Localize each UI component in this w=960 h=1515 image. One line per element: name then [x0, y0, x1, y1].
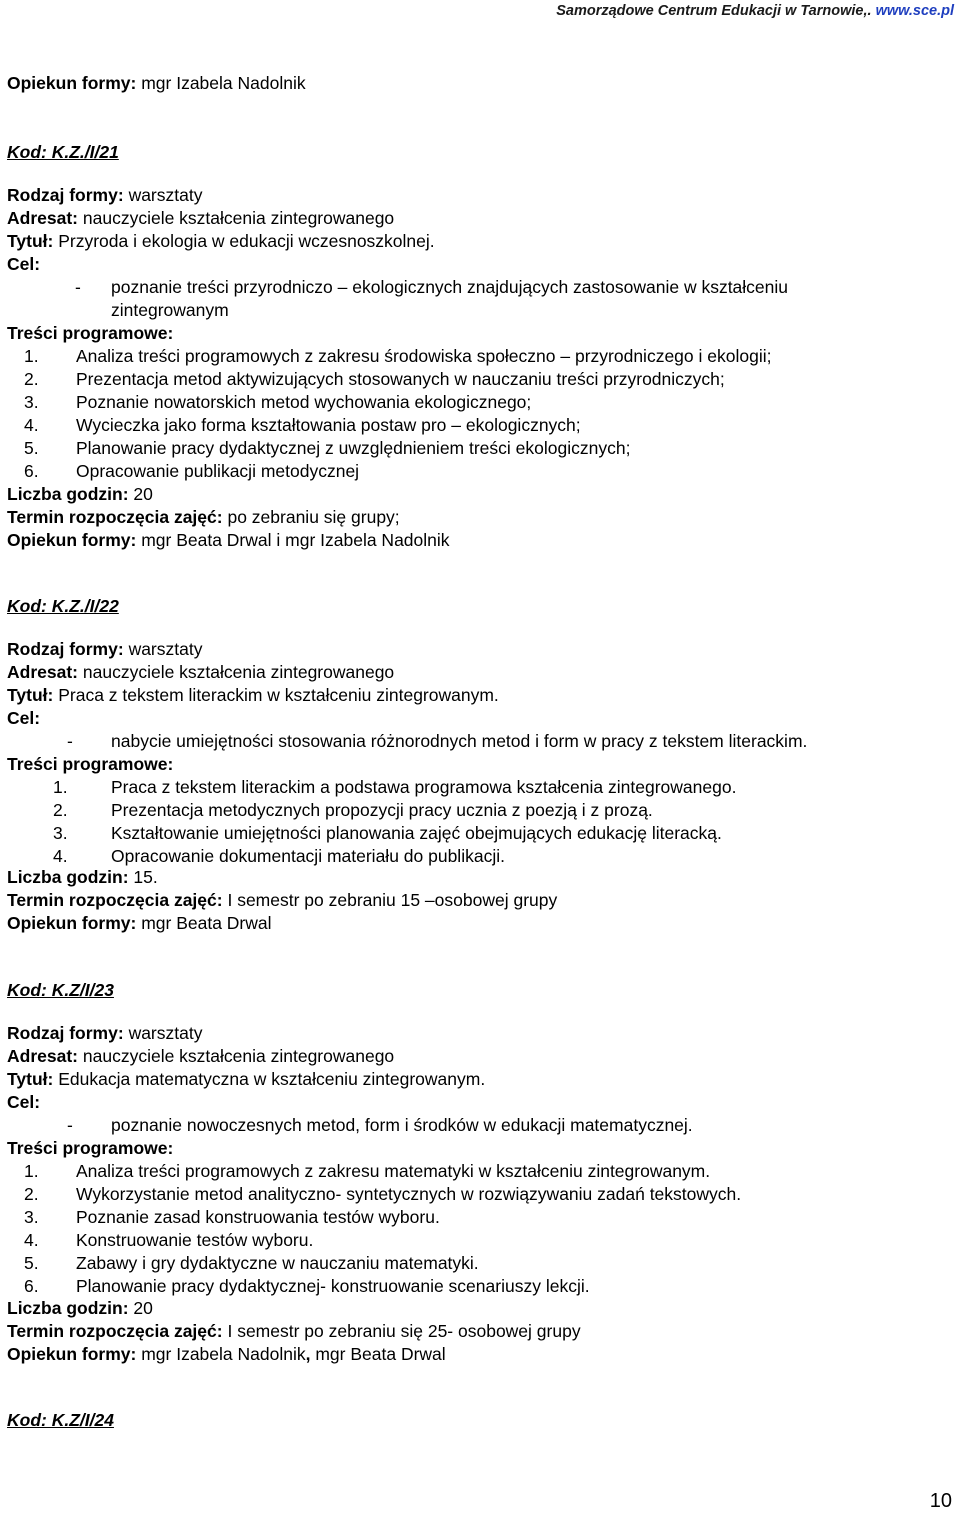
- list-item-num: 1.: [53, 777, 68, 797]
- hours-label: Liczba godzin:: [7, 484, 129, 504]
- program-content-label: Treści programowe:: [7, 323, 174, 343]
- form-type-line: [7, 184, 202, 206]
- tutor-line: [7, 1343, 446, 1365]
- title-line: [7, 230, 435, 252]
- form-type-line: [7, 1022, 202, 1044]
- start-line: [7, 506, 400, 528]
- list-item: Wykorzystanie metod analityczno- syntetycznych w rozwiązywaniu zadań tekstowych.: [76, 1184, 742, 1204]
- tutor-label: Opiekun formy:: [7, 530, 137, 550]
- goal-text-continued: zintegrowanym: [111, 300, 229, 320]
- start-value: I semestr po zebraniu się 25- osobowej grupy: [227, 1321, 581, 1341]
- list-item: Konstruowanie testów wyboru.: [76, 1230, 314, 1250]
- list-item: Prezentacja metodycznych propozycji pracy ucznia z poezją i z prozą.: [111, 800, 653, 820]
- addressee-value: nauczyciele kształcenia zintegrowanego: [82, 208, 395, 228]
- goal-text: poznanie treści przyrodniczo – ekologicznych znajdujących zastosowanie w kształceniu: [111, 277, 789, 297]
- list-item: Wycieczka jako forma kształtowania postaw pro – ekologicznych;: [76, 415, 581, 435]
- title-line: [7, 684, 499, 706]
- title-label: Tytuł:: [7, 1069, 54, 1089]
- tutor-value: mgr Beata Drwal: [315, 1344, 446, 1364]
- hours-line: [7, 483, 153, 505]
- list-item: Analiza treści programowych z zakresu matematyki w kształceniu zintegrowanym.: [76, 1161, 711, 1181]
- form-type-label: Rodzaj formy:: [7, 1023, 124, 1043]
- hours-line: [7, 866, 158, 888]
- addressee-label: Adresat:: [7, 662, 78, 682]
- start-value: po zebraniu się grupy;: [227, 507, 400, 527]
- list-item-num: 6.: [24, 461, 39, 481]
- goal-text: nabycie umiejętności stosowania różnorodnych metod i form w pracy z tekstem literackim.: [111, 731, 808, 751]
- title-value: Edukacja matematyczna w kształceniu zintegrowanym.: [58, 1069, 486, 1089]
- start-line: [7, 1320, 581, 1342]
- form-type-value: warsztaty: [128, 185, 203, 205]
- tutor-value: mgr Beata Drwal i mgr Izabela Nadolnik: [141, 530, 450, 550]
- tutor-value: mgr Izabela Nadolnik: [141, 73, 306, 93]
- list-item-num: 3.: [24, 1207, 39, 1227]
- goal-label: Cel:: [7, 254, 41, 274]
- goal-dash: -: [67, 731, 73, 751]
- list-item-num: 2.: [24, 1184, 39, 1204]
- addressee-line: [7, 207, 394, 229]
- goal-dash: -: [75, 277, 81, 297]
- start-line: [7, 889, 557, 911]
- hours-line: [7, 1297, 153, 1319]
- start-label: Termin rozpoczęcia zajęć:: [7, 507, 223, 527]
- list-item: Planowanie pracy dydaktycznej z uwzględnieniem treści ekologicznych;: [76, 438, 631, 458]
- list-item: Zabawy i gry dydaktyczne w nauczaniu matematyki.: [76, 1253, 479, 1273]
- list-item: Kształtowanie umiejętności planowania zajęć obejmujących edukację literacką.: [111, 823, 722, 843]
- form-type-label: Rodzaj formy:: [7, 639, 124, 659]
- form-type-line: [7, 638, 202, 660]
- hours-label: Liczba godzin:: [7, 867, 129, 887]
- tutor-value: mgr Beata Drwal: [141, 913, 272, 933]
- form-type-value: warsztaty: [128, 1023, 203, 1043]
- list-item-num: 5.: [24, 1253, 39, 1273]
- course-code-23: Kod: K.Z/I/23: [7, 980, 114, 1000]
- program-content-label: Treści programowe:: [7, 754, 174, 774]
- list-item: Poznanie zasad konstruowania testów wyboru.: [76, 1207, 440, 1227]
- course-code-21: Kod: K.Z./I/21: [7, 142, 119, 162]
- list-item-num: 1.: [24, 1161, 39, 1181]
- start-label: Termin rozpoczęcia zajęć:: [7, 890, 223, 910]
- title-line: [7, 1068, 485, 1090]
- addressee-label: Adresat:: [7, 208, 78, 228]
- hours-label: Liczba godzin:: [7, 1298, 129, 1318]
- addressee-value: nauczyciele kształcenia zintegrowanego: [82, 1046, 395, 1066]
- list-item: Opracowanie dokumentacji materiału do publikacji.: [111, 846, 505, 866]
- start-value: I semestr po zebraniu 15 –osobowej grupy: [227, 890, 558, 910]
- list-item-num: 3.: [24, 392, 39, 412]
- hours-value: 15.: [133, 867, 158, 887]
- list-item-num: 4.: [53, 846, 68, 866]
- tutor-label: Opiekun formy:: [7, 913, 137, 933]
- page-number: 10: [929, 1490, 952, 1512]
- hours-value: 20: [133, 484, 153, 504]
- start-label: Termin rozpoczęcia zajęć:: [7, 1321, 223, 1341]
- goal-label: Cel:: [7, 708, 41, 728]
- list-item-num: 5.: [24, 438, 39, 458]
- list-item-num: 4.: [24, 415, 39, 435]
- list-item-num: 2.: [53, 800, 68, 820]
- goal-dash: -: [67, 1115, 73, 1135]
- addressee-line: [7, 1045, 394, 1067]
- title-label: Tytuł:: [7, 231, 54, 251]
- tutor-label: Opiekun formy:: [7, 1344, 137, 1364]
- list-item-num: 4.: [24, 1230, 39, 1250]
- tutor-line: [7, 529, 450, 551]
- goal-text: poznanie nowoczesnych metod, form i środków w edukacji matematycznej.: [111, 1115, 693, 1135]
- addressee-line: [7, 661, 394, 683]
- list-item: Planowanie pracy dydaktycznej- konstruowanie scenariuszy lekcji.: [76, 1276, 590, 1296]
- header-site-link[interactable]: www.sce.pl: [875, 3, 954, 19]
- addressee-label: Adresat:: [7, 1046, 78, 1066]
- list-item: Analiza treści programowych z zakresu środowiska społeczno – przyrodniczego i ekologii;: [76, 346, 772, 366]
- list-item-num: 2.: [24, 369, 39, 389]
- list-item-num: 3.: [53, 823, 68, 843]
- list-item: Poznanie nowatorskich metod wychowania ekologicznego;: [76, 392, 532, 412]
- tutor-separator: ,: [305, 1344, 311, 1364]
- list-item-num: 6.: [24, 1276, 39, 1296]
- program-content-label: Treści programowe:: [7, 1138, 174, 1158]
- addressee-value: nauczyciele kształcenia zintegrowanego: [82, 662, 395, 682]
- hours-value: 20: [133, 1298, 153, 1318]
- course-code-24: Kod: K.Z/I/24: [7, 1410, 114, 1430]
- list-item: Praca z tekstem literackim a podstawa programowa kształcenia zintegrowanego.: [111, 777, 737, 797]
- goal-label: Cel:: [7, 1092, 41, 1112]
- tutor-value: mgr Izabela Nadolnik: [141, 1344, 306, 1364]
- course-code-22: Kod: K.Z./I/22: [7, 596, 119, 616]
- header-institution: Samorządowe Centrum Edukacji w Tarnowie,.: [556, 3, 872, 19]
- page-header: [556, 3, 954, 19]
- list-item-num: 1.: [24, 346, 39, 366]
- top-tutor-line: [7, 72, 306, 94]
- tutor-line: [7, 912, 272, 934]
- title-value: Praca z tekstem literackim w kształceniu zintegrowanym.: [58, 685, 499, 705]
- tutor-label: Opiekun formy:: [7, 73, 137, 93]
- title-label: Tytuł:: [7, 685, 54, 705]
- title-value: Przyroda i ekologia w edukacji wczesnoszkolnej.: [58, 231, 435, 251]
- list-item: Prezentacja metod aktywizujących stosowanych w nauczaniu treści przyrodniczych;: [76, 369, 725, 389]
- list-item: Opracowanie publikacji metodycznej: [76, 461, 360, 481]
- form-type-value: warsztaty: [128, 639, 203, 659]
- form-type-label: Rodzaj formy:: [7, 185, 124, 205]
